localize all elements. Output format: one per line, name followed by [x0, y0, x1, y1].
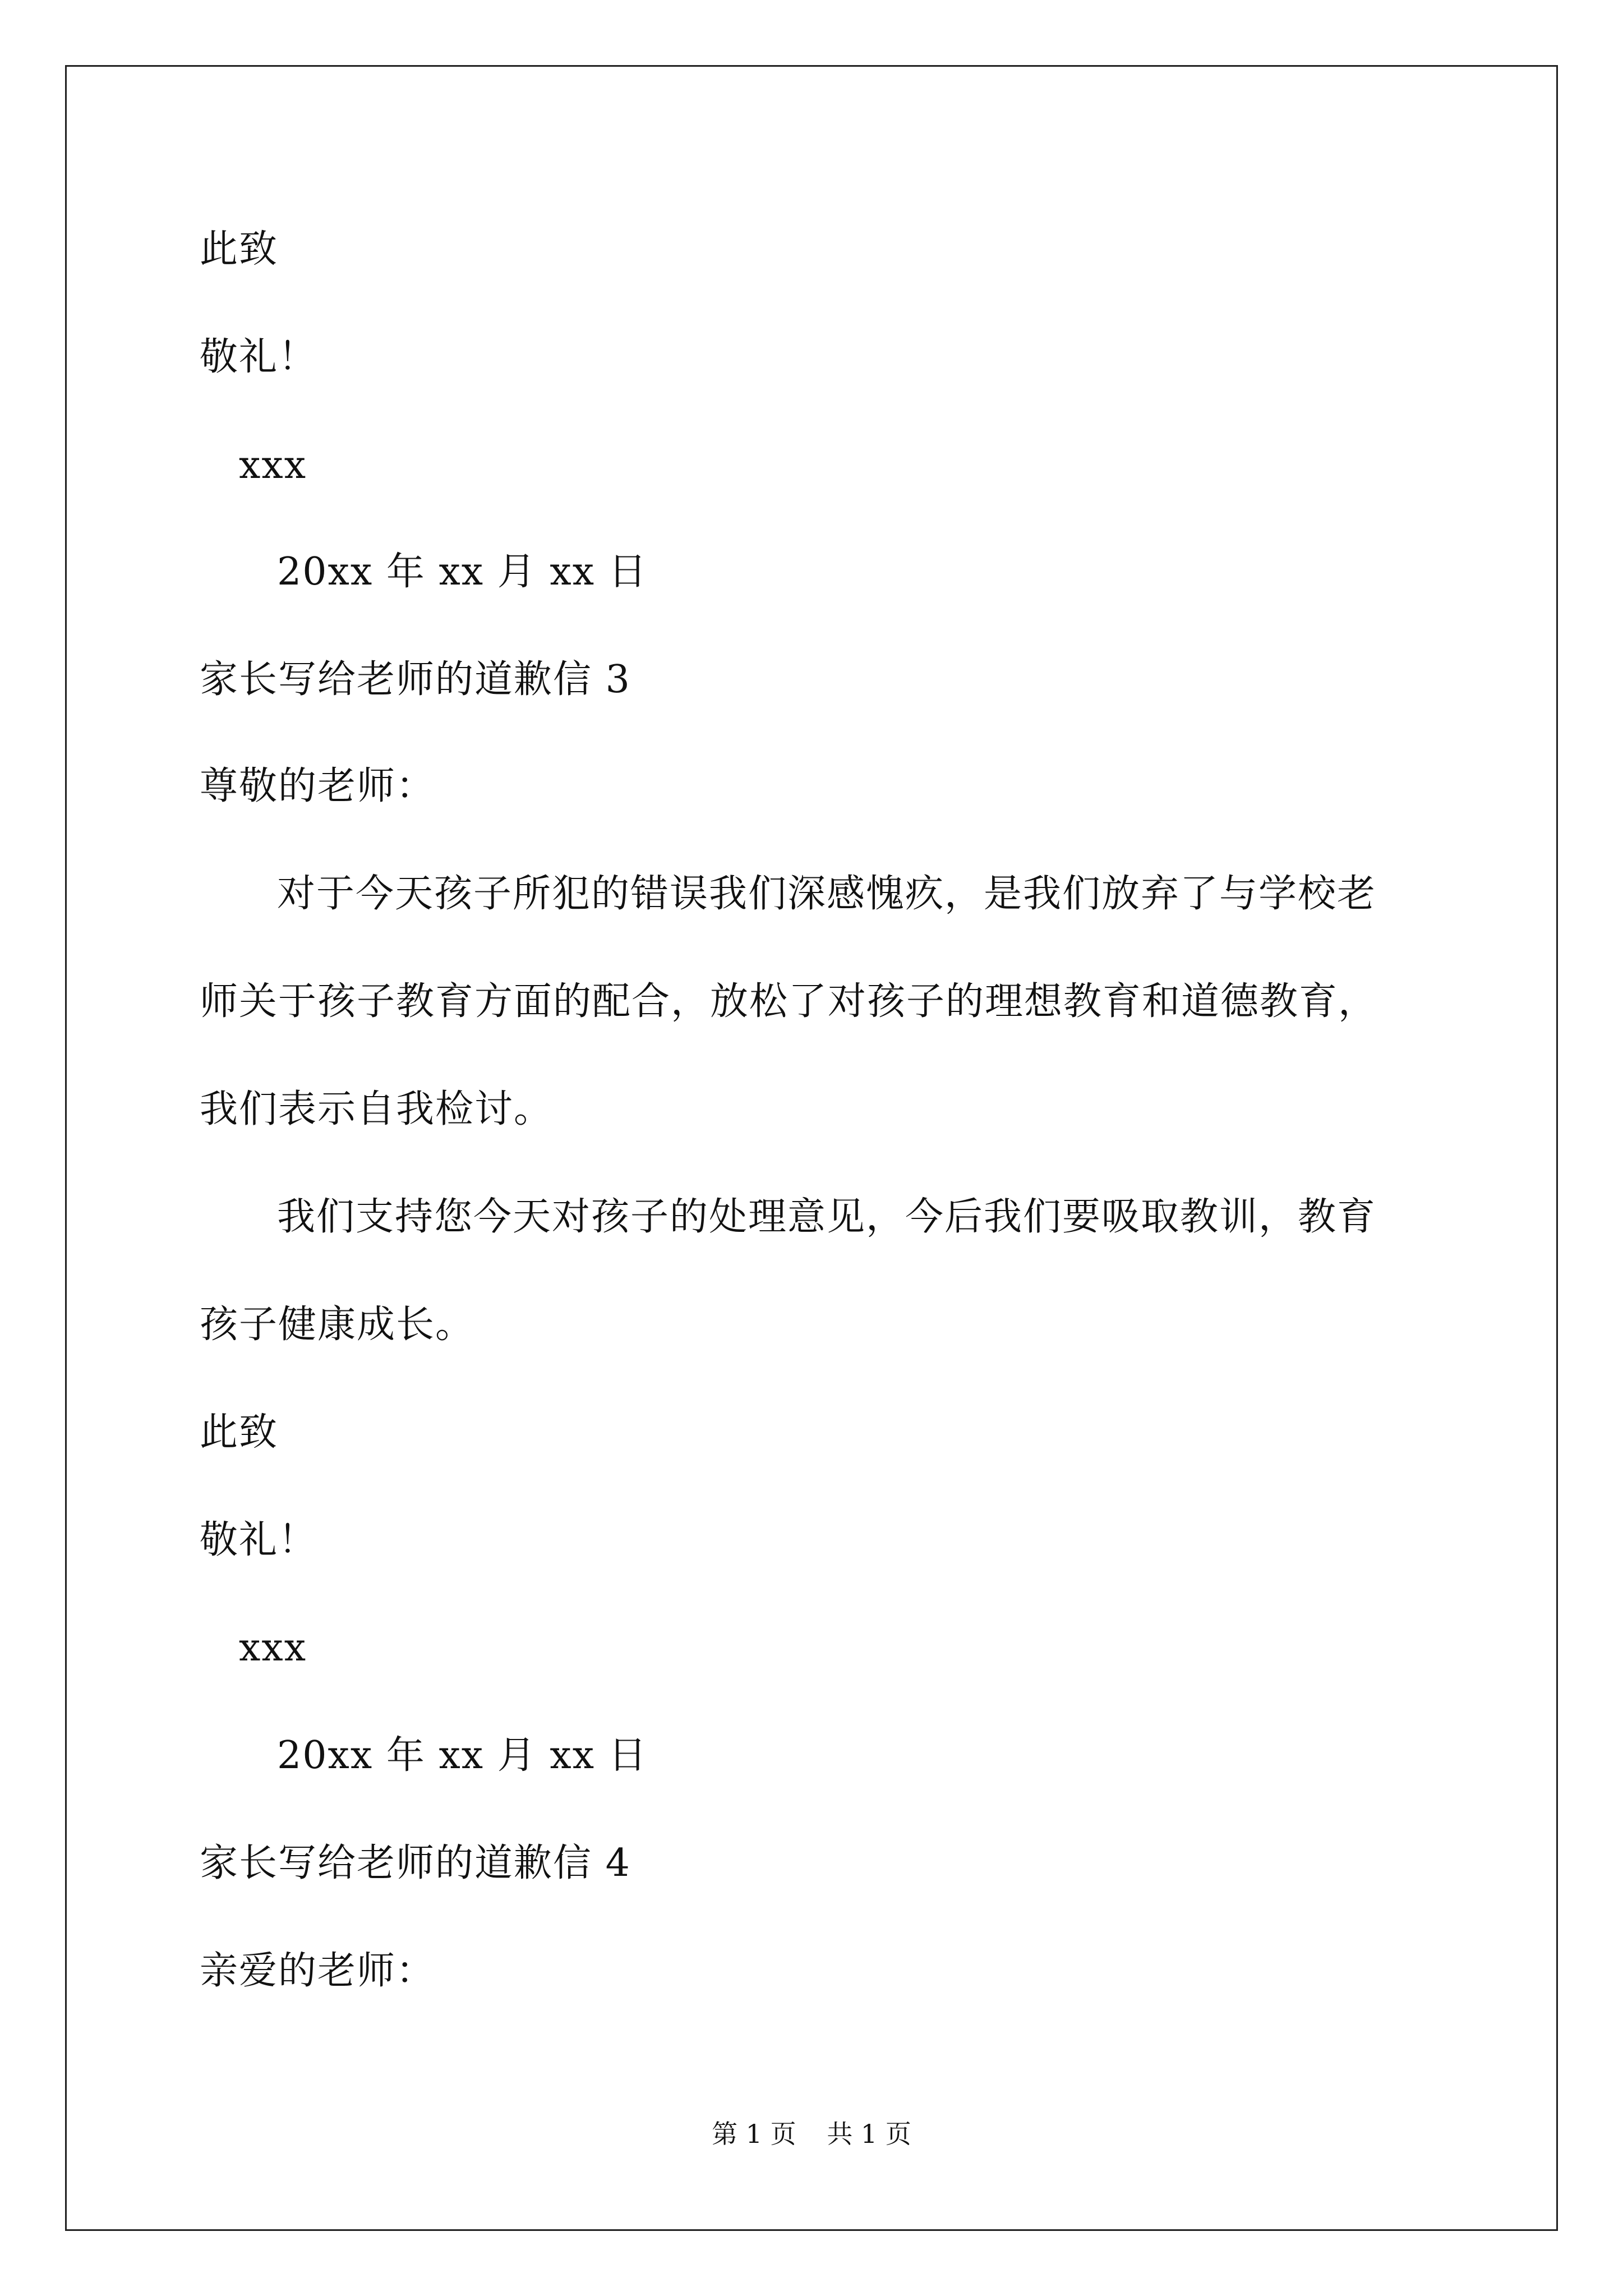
greeting-4: 亲爱的老师：	[200, 1949, 436, 1993]
paragraph-1-line-2: 师关于孩子教育方面的配合，放松了对孩子的理想教育和道德教育，	[200, 979, 1378, 1024]
paragraph-1-line-1: 对于今天孩子所犯的错误我们深感愧疚，是我们放弃了与学校老	[277, 872, 1377, 916]
signature-1: xxx	[239, 443, 307, 487]
page-border	[65, 65, 1558, 2231]
closing-salutation-1: 此致	[200, 227, 279, 272]
letter-title-4: 家长写给老师的道歉信 4	[200, 1841, 631, 1885]
paragraph-2-line-1: 我们支持您今天对孩子的处理意见，今后我们要吸取教训，教育	[277, 1195, 1377, 1239]
closing-salutation-2: 此致	[200, 1410, 279, 1455]
page-number: 第 1 页	[712, 2119, 796, 2149]
letter-title-3: 家长写给老师的道歉信 3	[200, 657, 631, 702]
page-footer	[0, 2118, 1623, 2150]
greeting-3: 尊敬的老师：	[200, 764, 436, 808]
date-2: 20xx 年 xx 月 xx 日	[277, 1733, 648, 1778]
closing-regards-2: 敬礼！	[200, 1518, 318, 1562]
page-count: 共 1 页	[827, 2119, 911, 2149]
date-1: 20xx 年 xx 月 xx 日	[277, 550, 648, 594]
signature-2: xxx	[239, 1626, 307, 1670]
paragraph-2-line-2: 孩子健康成长。	[200, 1303, 475, 1347]
closing-regards-1: 敬礼！	[200, 335, 318, 379]
paragraph-1-line-3: 我们表示自我检讨。	[200, 1087, 554, 1131]
